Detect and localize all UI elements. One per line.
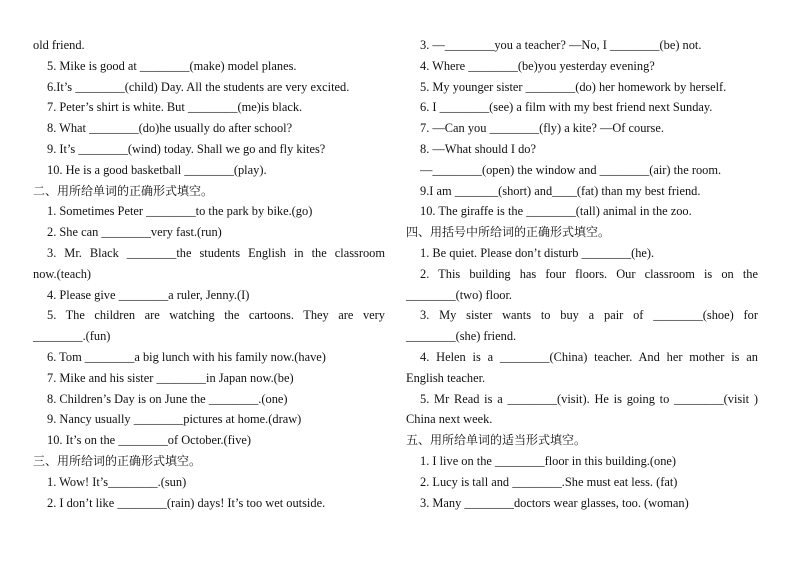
left-exercise-line: 3. Mr. Black ________the students English in the classroom (47, 245, 385, 260)
right-exercise-line: 5. Mr Read is a ________(visit). He is going to ________(visit ) (420, 391, 758, 406)
left-exercise-line: ________.(fun) (33, 329, 111, 344)
left-exercise-line: 9. Nancy usually ________pictures at home.(draw) (47, 412, 302, 427)
left-exercise-line: 5. Mike is good at ________(make) model planes. (47, 58, 297, 73)
left-exercise-line: 9. It’s ________(wind) today. Shall we go and fly kites? (47, 141, 326, 156)
left-section-heading: 二、用所给单词的正确形式填空。 (33, 183, 214, 198)
left-exercise-line: 1. Sometimes Peter ________to the park by bike.(go) (47, 204, 313, 219)
left-exercise-line: now.(teach) (33, 266, 92, 281)
right-exercise-line: 10. The giraffe is the ________(tall) animal in the zoo. (420, 204, 692, 219)
left-exercise-line: 7. Peter’s shirt is white. But ________(me)is black. (47, 100, 303, 115)
right-column (406, 35, 758, 513)
right-exercise-line: 1. Be quiet. Please don’t disturb ________(he). (420, 245, 655, 260)
left-exercise-line: 1. Wow! It’s________.(sun) (47, 474, 187, 489)
right-exercise-line: —________(open) the window and ________(air) the room. (420, 162, 722, 177)
right-exercise-line: 5. My younger sister ________(do) her homework by herself. (420, 79, 727, 94)
left-exercise-line: 2. I don’t like ________(rain) days! It’s too wet outside. (47, 495, 326, 510)
right-exercise-line: ________(she) friend. (406, 329, 517, 344)
left-exercise-line: 2. She can ________very fast.(run) (47, 225, 222, 240)
left-exercise-line: 7. Mike and his sister ________in Japan now.(be) (47, 370, 294, 385)
right-exercise-line: English teacher. (406, 370, 486, 385)
left-exercise-line: 6.It’s ________(child) Day. All the students are very excited. (47, 79, 350, 94)
right-exercise-line: 3. Many ________doctors wear glasses, too. (woman) (420, 495, 689, 510)
right-exercise-line: 6. I ________(see) a film with my best friend next Sunday. (420, 100, 713, 115)
left-column (33, 35, 385, 513)
right-exercise-line: 1. I live on the ________floor in this building.(one) (420, 453, 677, 468)
left-exercise-line: 10. He is a good basketball ________(play). (47, 162, 267, 177)
right-exercise-line: 2. This building has four floors. Our classroom is on the (420, 266, 758, 281)
left-exercise-line: old friend. (33, 38, 85, 52)
right-exercise-line: 7. —Can you ________(fly) a kite? —Of course. (420, 121, 664, 136)
left-exercise-line: 8. What ________(do)he usually do after school? (47, 121, 293, 136)
left-exercise-line: 8. Children’s Day is on June the ________.(one) (47, 391, 288, 406)
right-exercise-line: 3. —________you a teacher? —No, I ________(be) not. (420, 38, 702, 52)
right-exercise-line: 9.I am _______(short) and____(fat) than my best friend. (420, 183, 701, 198)
right-exercise-line: 3. My sister wants to buy a pair of ________(shoe) for (420, 308, 758, 323)
right-exercise-line: China next week. (406, 412, 493, 427)
right-exercise-line: 4. Where ________(be)you yesterday evening? (420, 58, 655, 73)
left-exercise-line: 5. The children are watching the cartoons. They are very (47, 308, 385, 323)
left-exercise-line: 4. Please give ________a ruler, Jenny.(I) (47, 287, 250, 302)
left-exercise-line: 6. Tom ________a big lunch with his family now.(have) (47, 349, 326, 364)
left-exercise-line: 10. It’s on the ________of October.(five) (47, 433, 252, 448)
right-section-heading: 四、用括号中所给词的正确形式填空。 (406, 225, 611, 240)
left-section-heading: 三、用所给词的正确形式填空。 (33, 453, 202, 468)
right-exercise-line: ________(two) floor. (406, 287, 512, 302)
right-section-heading: 五、用所给单词的适当形式填空。 (406, 433, 587, 448)
right-exercise-line: 2. Lucy is tall and ________.She must eat less. (fat) (420, 474, 678, 489)
right-exercise-line: 8. —What should I do? (420, 141, 536, 156)
right-exercise-line: 4. Helen is a ________(China) teacher. And her mother is an (420, 349, 758, 364)
